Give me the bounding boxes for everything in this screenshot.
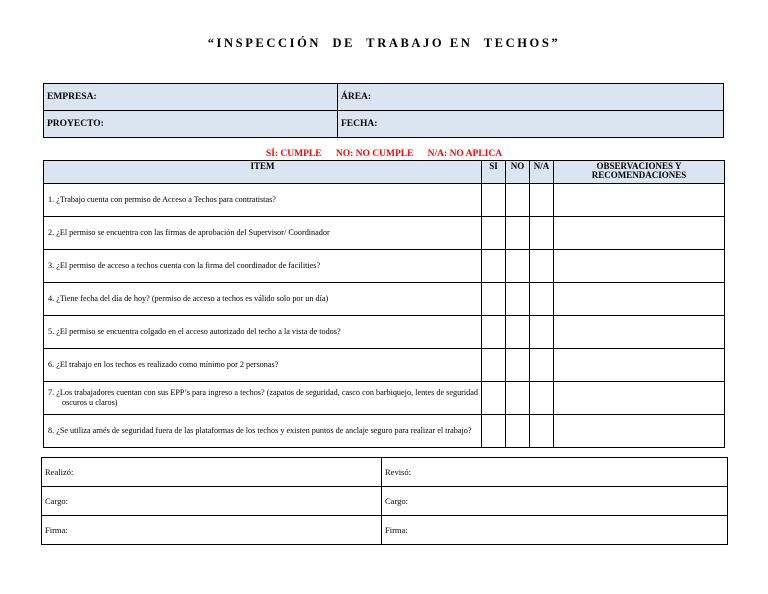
observaciones-cell[interactable]	[554, 250, 725, 283]
si-cell[interactable]	[482, 250, 506, 283]
column-header-na: N/A	[530, 161, 554, 184]
na-cell[interactable]	[530, 316, 554, 349]
column-header-item: ITEM	[44, 161, 482, 184]
no-cell[interactable]	[506, 184, 530, 217]
no-cell[interactable]	[506, 217, 530, 250]
fecha-field[interactable]: FECHA:	[338, 111, 724, 138]
empresa-field[interactable]: EMPRESA:	[44, 84, 338, 111]
na-cell[interactable]	[530, 382, 554, 415]
column-header-no: NO	[506, 161, 530, 184]
item-text: 4. ¿Tiene fecha del día de hoy? (permiso de acceso a techos es válido solo por un día)	[44, 283, 482, 316]
item-text: 8. ¿Se utiliza arnés de seguridad fuera de las plataformas de los techos y existen puntos de anclaje seguro para realizar el trabajo?	[48, 426, 472, 435]
legend: SÍ: CUMPLE NO: NO CUMPLE N/A: NO APLICA	[265, 149, 503, 159]
info-table	[43, 83, 724, 138]
si-cell[interactable]	[482, 283, 506, 316]
reviso-field[interactable]: Revisó:	[382, 458, 728, 487]
na-cell[interactable]	[530, 283, 554, 316]
column-header-si: SI	[482, 161, 506, 184]
na-cell[interactable]	[530, 217, 554, 250]
signature-table	[41, 457, 728, 545]
observaciones-cell[interactable]	[554, 316, 725, 349]
item-text: 5. ¿El permiso se encuentra colgado en el acceso autorizado del techo a la vista de todos?	[44, 316, 482, 349]
page-title: “INSPECCIÓN DE TRABAJO EN TECHOS”	[207, 36, 561, 50]
na-cell[interactable]	[530, 349, 554, 382]
table-row	[44, 382, 725, 415]
na-cell[interactable]	[530, 184, 554, 217]
item-text: 2. ¿El permiso se encuentra con las firmas de aprobación del Supervisor/ Coordinador	[44, 217, 482, 250]
proyecto-field[interactable]: PROYECTO:	[44, 111, 338, 138]
area-field[interactable]: ÁREA:	[338, 84, 724, 111]
observaciones-cell[interactable]	[554, 349, 725, 382]
observaciones-cell[interactable]	[554, 283, 725, 316]
si-cell[interactable]	[482, 349, 506, 382]
firma-left-field[interactable]: Firma:	[42, 516, 382, 545]
si-cell[interactable]	[482, 217, 506, 250]
no-cell[interactable]	[506, 250, 530, 283]
cargo-right-field[interactable]: Cargo:	[382, 487, 728, 516]
si-cell[interactable]	[482, 382, 506, 415]
table-header-row	[44, 161, 725, 184]
na-cell[interactable]	[530, 250, 554, 283]
realizo-field[interactable]: Realizó:	[42, 458, 382, 487]
observaciones-cell[interactable]	[554, 184, 725, 217]
cargo-left-field[interactable]: Cargo:	[42, 487, 382, 516]
item-text: 7. ¿Los trabajadores cuentan con sus EPP’s para ingreso a techos? (zapatos de seguridad, casco con barbiquejo, lentes de seguridad oscuros u claros)	[48, 388, 478, 407]
na-cell[interactable]	[530, 415, 554, 448]
firma-right-field[interactable]: Firma:	[382, 516, 728, 545]
no-cell[interactable]	[506, 316, 530, 349]
observaciones-cell[interactable]	[554, 217, 725, 250]
table-row	[44, 217, 725, 250]
item-text: 6. ¿El trabajo en los techos es realizado como mínimo por 2 personas?	[44, 349, 482, 382]
table-row	[44, 283, 725, 316]
observaciones-cell[interactable]	[554, 382, 725, 415]
si-cell[interactable]	[482, 316, 506, 349]
table-row	[44, 250, 725, 283]
no-cell[interactable]	[506, 415, 530, 448]
item-text: 3. ¿El permiso de acceso a techos cuenta con la firma del coordinador de facilities?	[44, 250, 482, 283]
no-cell[interactable]	[506, 349, 530, 382]
item-text: 1. ¿Trabajo cuenta con permiso de Acceso a Techos para contratistas?	[44, 184, 482, 217]
observaciones-cell[interactable]	[554, 415, 725, 448]
no-cell[interactable]	[506, 283, 530, 316]
checklist-table	[43, 160, 725, 448]
no-cell[interactable]	[506, 382, 530, 415]
column-header-observaciones: OBSERVACIONES Y RECOMENDACIONES	[554, 161, 725, 184]
si-cell[interactable]	[482, 415, 506, 448]
si-cell[interactable]	[482, 184, 506, 217]
table-row	[44, 316, 725, 349]
table-row	[44, 415, 725, 448]
table-row	[44, 349, 725, 382]
table-row	[44, 184, 725, 217]
